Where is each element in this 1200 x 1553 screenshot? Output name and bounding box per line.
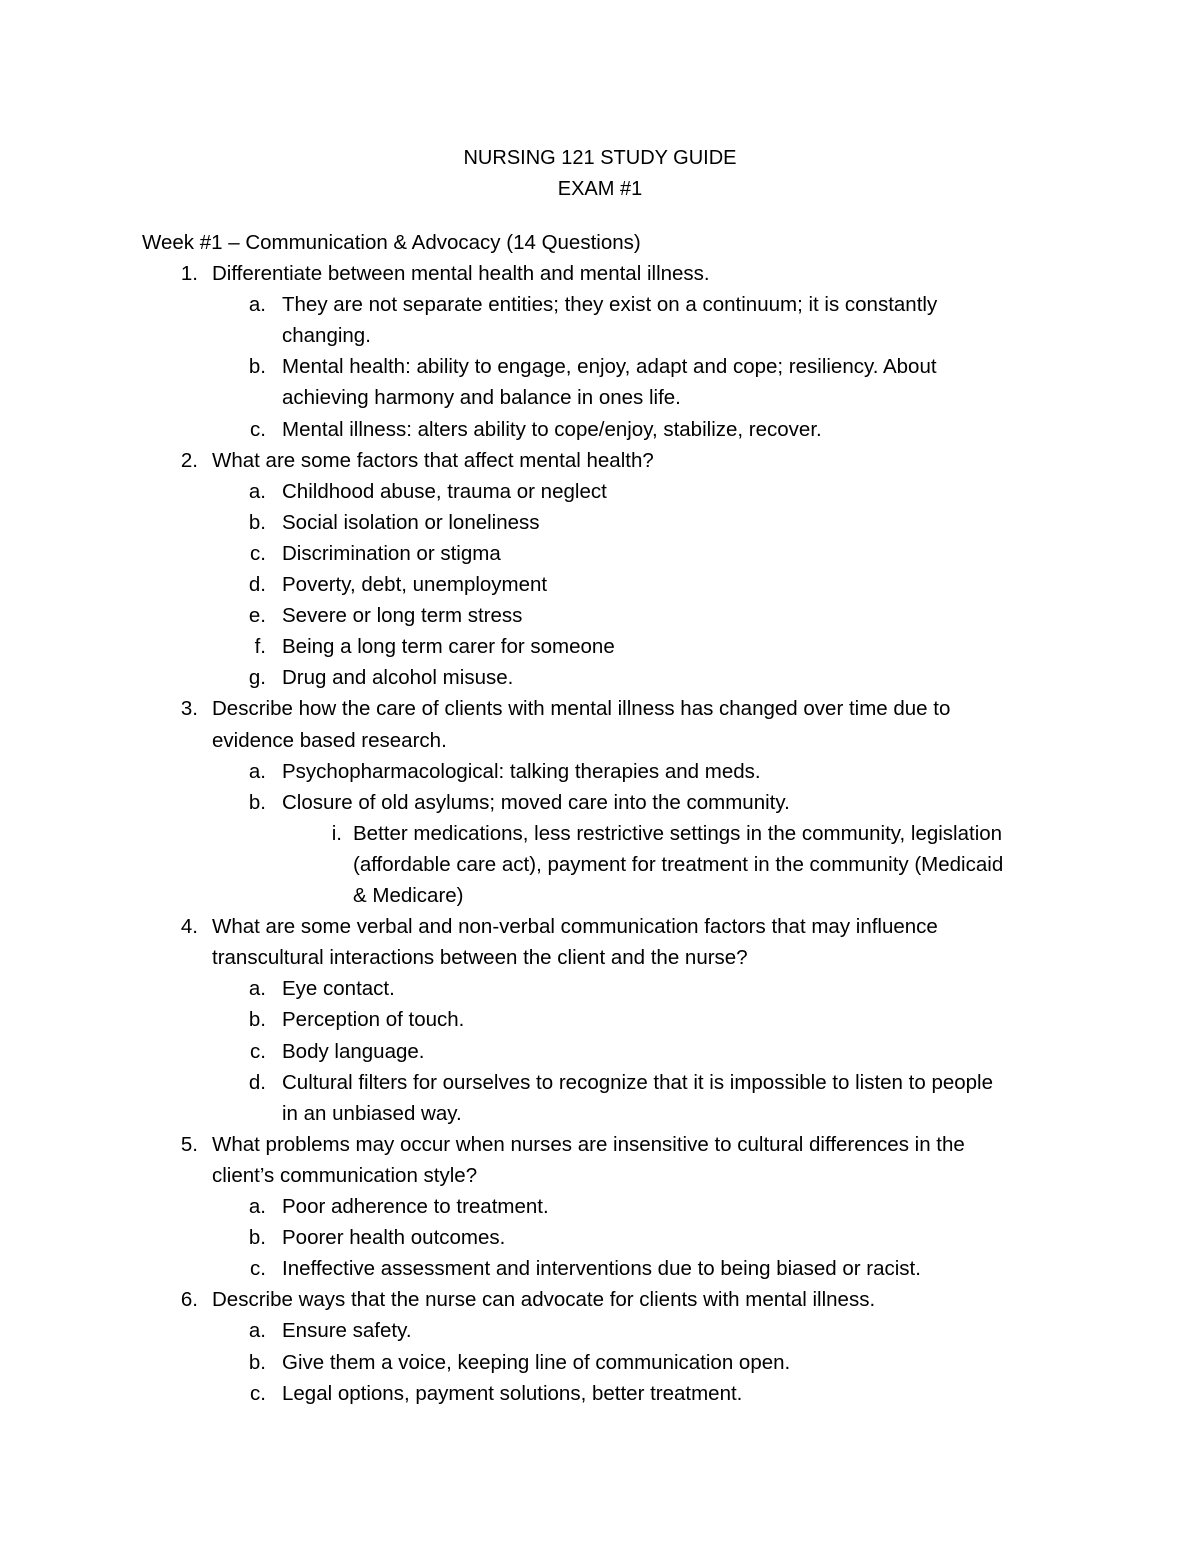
answer-label: a. xyxy=(248,293,266,317)
answer-text: Legal options, payment solutions, better treatment. xyxy=(282,1381,743,1405)
sub-answer-text: (affordable care act), payment for treatment in the community (Medicaid xyxy=(353,852,1004,876)
answer-label: a. xyxy=(248,479,266,503)
answer-label: c. xyxy=(250,1039,266,1063)
answer-text: Childhood abuse, trauma or neglect xyxy=(282,479,607,503)
answer-label: c. xyxy=(250,541,266,565)
question-text: Differentiate between mental health and mental illness. xyxy=(212,262,710,285)
answer-text: Give them a voice, keeping line of communication open. xyxy=(282,1350,791,1374)
answer-text: Drug and alcohol misuse. xyxy=(282,666,514,690)
answer-label: d. xyxy=(248,573,266,596)
answer-text: Ineffective assessment and interventions due to being biased or racist. xyxy=(282,1257,921,1281)
document-title: NURSING 121 STUDY GUIDE xyxy=(463,147,737,169)
question-text: What are some factors that affect mental health? xyxy=(212,448,654,472)
answer-text: Eye contact. xyxy=(282,977,395,1001)
question-number: 4. xyxy=(180,915,198,939)
answer-label: c. xyxy=(250,1381,266,1405)
question-text: transcultural interactions between the client and the nurse? xyxy=(212,946,748,970)
answer-text: Poor adherence to treatment. xyxy=(282,1195,549,1218)
answer-label: a. xyxy=(248,1195,266,1218)
answer-label: b. xyxy=(248,510,266,534)
answer-text: Poorer health outcomes. xyxy=(282,1226,506,1250)
week-heading: Week #1 – Communication & Advocacy (14 Questions) xyxy=(142,231,641,254)
question-number: 1. xyxy=(180,262,198,285)
question-text: What are some verbal and non-verbal communication factors that may influence xyxy=(212,915,938,939)
answer-label: c. xyxy=(250,1257,266,1281)
answer-label: e. xyxy=(248,604,266,628)
answer-text: Discrimination or stigma xyxy=(282,541,501,565)
question-text: evidence based research. xyxy=(212,728,447,752)
answer-text: Closure of old asylums; moved care into the community. xyxy=(282,790,790,814)
answer-text: in an unbiased way. xyxy=(282,1101,462,1125)
question-text: Describe ways that the nurse can advocate for clients with mental illness. xyxy=(212,1288,876,1312)
answer-text: Social isolation or loneliness xyxy=(282,510,540,534)
answer-label: a. xyxy=(248,1319,266,1343)
answer-label: g. xyxy=(248,666,266,690)
answer-label: a. xyxy=(248,759,266,783)
answer-text: Mental health: ability to engage, enjoy, adapt and cope; resiliency. About xyxy=(282,355,937,379)
answer-text: Ensure safety. xyxy=(282,1319,412,1343)
answer-label: a. xyxy=(248,977,266,1001)
answer-text: Severe or long term stress xyxy=(282,604,523,628)
question-text: What problems may occur when nurses are insensitive to cultural differences in the xyxy=(212,1132,965,1156)
answer-text: Body language. xyxy=(282,1039,425,1063)
answer-text: changing. xyxy=(282,324,371,348)
answer-text: achieving harmony and balance in ones life. xyxy=(282,386,681,410)
answer-label: f. xyxy=(254,635,266,659)
question-number: 3. xyxy=(180,697,198,721)
answer-text: Mental illness: alters ability to cope/enjoy, stabilize, recover. xyxy=(282,417,822,441)
question-number: 2. xyxy=(180,448,198,472)
question-text: Describe how the care of clients with mental illness has changed over time due to xyxy=(212,697,951,721)
document-subtitle: EXAM #1 xyxy=(557,178,643,200)
question-text: client’s communication style? xyxy=(212,1163,478,1187)
question-number: 5. xyxy=(180,1132,198,1156)
answer-label: d. xyxy=(248,1070,266,1094)
answer-text: They are not separate entities; they exist on a continuum; it is constantly xyxy=(282,293,938,317)
answer-label: b. xyxy=(248,1008,266,1032)
answer-text: Cultural filters for ourselves to recognize that it is impossible to listen to people xyxy=(282,1070,994,1094)
answer-label: b. xyxy=(248,790,266,814)
answer-label: b. xyxy=(248,1226,266,1250)
question-number: 6. xyxy=(180,1288,198,1312)
answer-label: b. xyxy=(248,355,266,379)
sub-answer-label: i. xyxy=(331,821,342,845)
answer-text: Being a long term carer for someone xyxy=(282,635,615,659)
answer-text: Poverty, debt, unemployment xyxy=(282,573,548,596)
answer-label: b. xyxy=(248,1350,266,1374)
sub-answer-text: & Medicare) xyxy=(353,884,464,907)
sub-answer-text: Better medications, less restrictive settings in the community, legislation xyxy=(353,821,1003,845)
answer-text: Perception of touch. xyxy=(282,1008,465,1032)
answer-text: Psychopharmacological: talking therapies and meds. xyxy=(282,759,761,783)
answer-label: c. xyxy=(250,417,266,441)
